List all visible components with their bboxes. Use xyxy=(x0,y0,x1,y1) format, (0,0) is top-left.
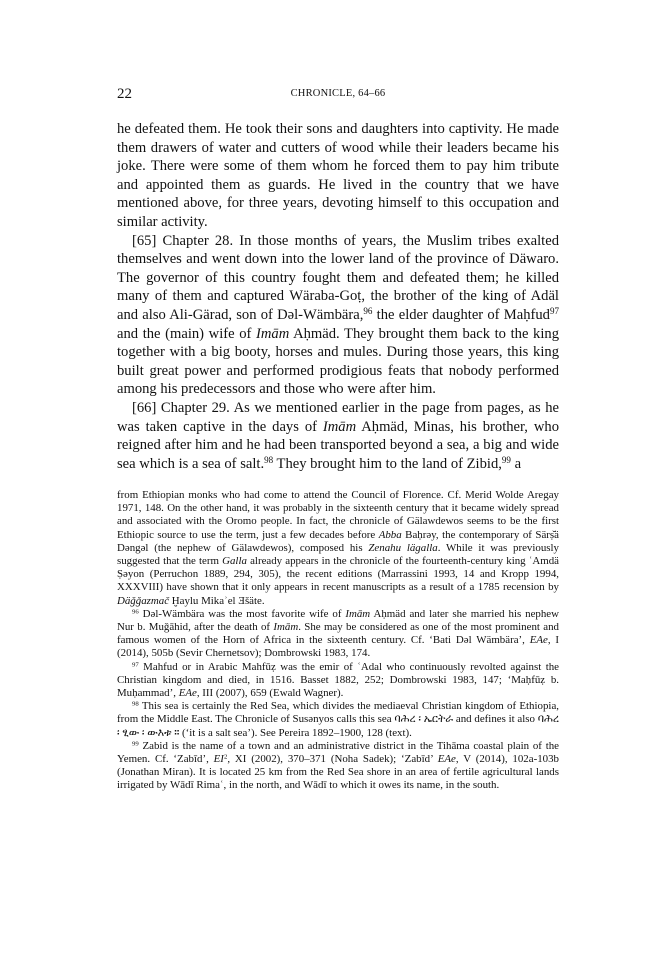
footnote-99: $^{99}$ Zabid is the name of a town and an administrative district in the Tihāma coastal plain of the Yemen. Cf. ‘Zabīd’, $EI^2$, XI (2002), 370–371 (Noha Sadek); ‘Zabīd’ EAe, V (2014), 102a-103b (Jonathan Miran). It is located 25 km from the Red Sea shore in an area of fertile agricultural lands irrigated by Wādī Rimaʿ, in the north, and Wādī to which it owes its name, in the south. xyxy=(117,739,559,792)
page-number: 22 xyxy=(117,86,132,102)
footnote-number: 97 xyxy=(132,660,139,668)
paragraph-chapter-28: [65] Chapter 28. In those months of years, the Muslim tribes exalted themselves and went down into the lower land of the province of Däwaro. The governor of this country fought them and defeated them; he killed many of them and captured Wäraba-Goṭ, the brother of the king of Adäl and also Ali-Gärad, son of Dəl-Wämbära,$^{96}$ the elder daughter of Maḥfud$^{97}$ and the (main) wife of Imām Aḥmäd. They brought them back to the king together with a big booty, horses and mules. During those years, this king built great power and performed prodigious feats that nobody performed among his predecessors and those who were after him. xyxy=(117,232,559,398)
footnote-ref-98[interactable]: 98 xyxy=(264,454,274,465)
paragraph-continuation: he defeated them. He took their sons and daughters into captivity. He made them drawers of water and cutters of wood while their leaders became his joke. There were some of them whom he forced them to pay him tribute and appointed them as guards. He lived in the country that we have mentioned above, for three years, devoting himself to this occupation and similar activity. xyxy=(117,121,559,230)
footnotes xyxy=(117,489,559,793)
page-header xyxy=(117,86,559,102)
footnote-96: $^{96}$ Dəl-Wämbära was the most favorite wife of Imām Aḥmäd and later she married his nephew Nur b. Muǧāhid, after the death of Imām. She may be considered as one of the most prominent and famous women of the Horn of Africa in the sixteenth century. Cf. ‘Bati Dəl Wämbära’, EAe, I (2014), 505b (Sevir Chernetsov); Dombrowski 1983, 174. xyxy=(117,607,560,660)
footnote-number: 98 xyxy=(132,700,139,708)
footnote-continuation: from Ethiopian monks who had come to attend the Council of Florence. Cf. Merid Wolde Aregay 1971, 148. On the other hand, it was probably in the sixteenth century that it became widely spread and associated with the Oromo people. In fact, the chronicle of Gälawdewos seems to be the first Ethiopic source to use the term, just a few decades before Abba Baḥrəy, the contemporary of Särṣ̌ä Dəngəl (the nephew of Gälawdewos), composed his Zenahu lägalla. While it was previously suggested that the term Galla already appears in the chronicle of the fourteenth-century king ʿAmdä Ṣəyon (Perruchon 1889, 294, 305), the recent editions (Marrassini 1993, 14 and Kropp 1994, XXXVIII) have shown that it only appears in recent manuscripts as a result of a 1785 recension by Däǧǧazmač Ḫaylu Mikaʾel Ǝšäte. xyxy=(117,489,559,607)
footnote-ref-99[interactable]: 99 xyxy=(501,454,511,465)
paragraph-chapter-29: [66] Chapter 29. As we mentioned earlier in the page from pages, as he was taken captive in the days of Imām Aḥmäd, Minas, his brother, who reigned after him and he had been transported beyond a sea, a big and wide sea which is a sea of salt.$^{98}$ They brought him to the land of Zibid,$^{99}$ a xyxy=(117,399,559,472)
running-head: CHRONICLE, 64–66 xyxy=(290,88,386,99)
footnote-ref-96[interactable]: 96 xyxy=(363,305,373,316)
main-text xyxy=(117,120,559,473)
footnote-number: 96 xyxy=(132,608,139,616)
footnote-ref-97[interactable]: 97 xyxy=(549,305,559,316)
footnote-number: 99 xyxy=(132,740,139,748)
footnote-97: $^{97}$ Mahfud or in Arabic Mahfūẓ was the emir of ʿAdal who continuously revolted against the Christian kingdom and died, in 1516. Basset 1882, 252; Dombrowski 1983, 147; ‘Maḥfūẓ b. Muḥammad’, EAe, III (2007), 659 (Ewald Wagner). xyxy=(117,660,559,700)
footnote-98: $^{98}$ This sea is certainly the Red Sea, which divides the mediaeval Christian kingdom of Ethiopia, from the Middle East. The Chronicle of Susənyos calls this sea ባሕረ ፡ ኤርትራ and defines it also ባሕረ ፡ ፂው ፡ ውእቱ ። (‘it is a salt sea’). See Pereira 1892–1900, 128 (text). xyxy=(117,700,559,739)
